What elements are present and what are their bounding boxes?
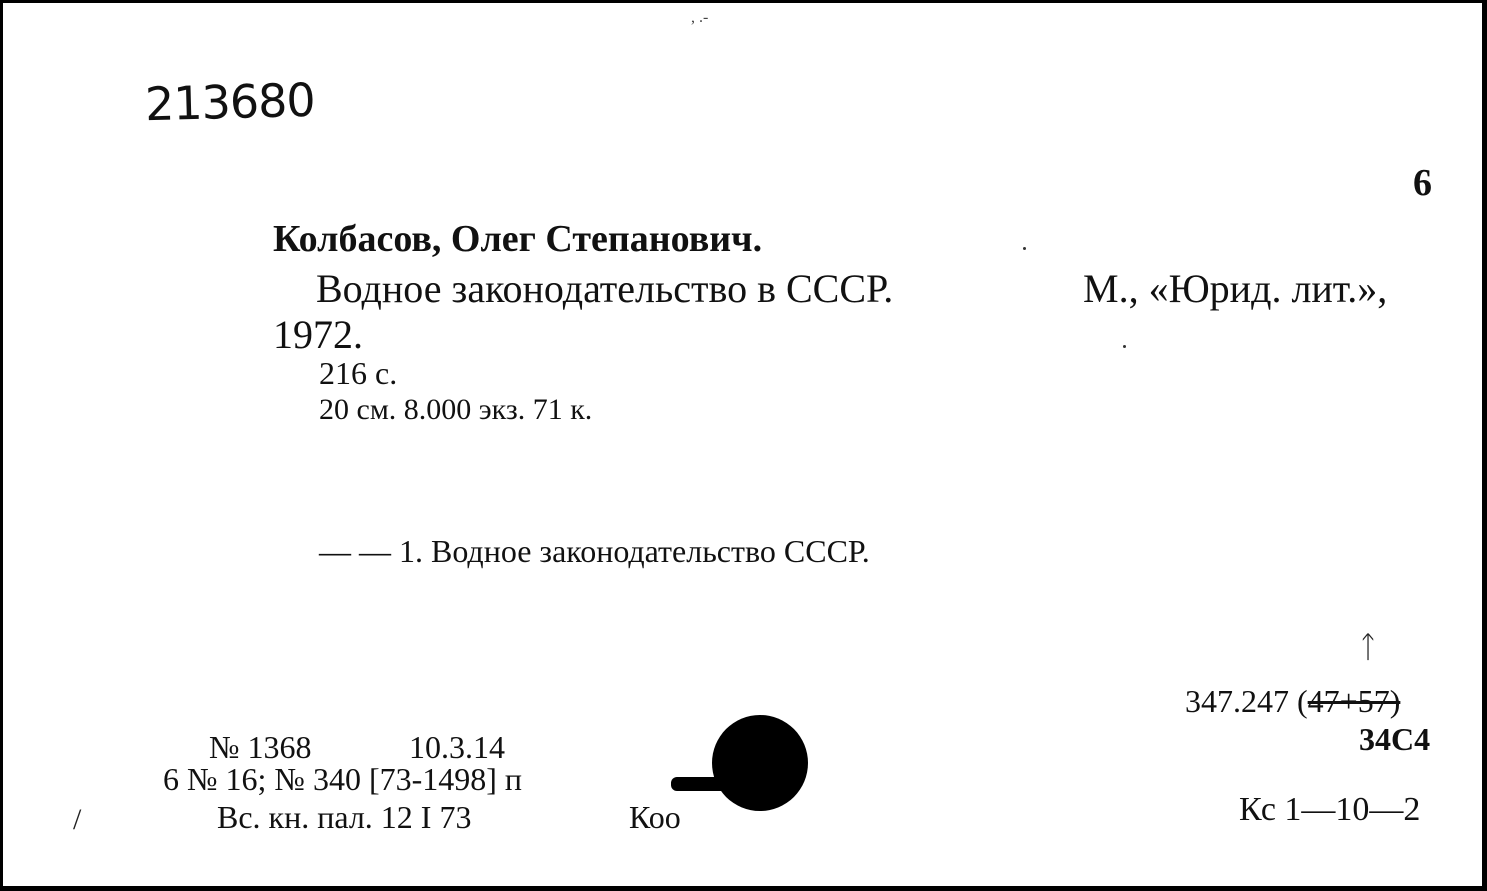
author-name: Колбасов, Олег Степанович. bbox=[273, 218, 763, 260]
inventory-number: 213680 bbox=[144, 72, 316, 132]
card-number: 6 bbox=[1413, 162, 1432, 204]
page-count: 216 с. bbox=[319, 355, 398, 391]
registration-number: № 1368 bbox=[209, 729, 312, 765]
chamber-line: Вс. кн. пал. 12 I 73 bbox=[217, 799, 472, 835]
book-title: Водное законодательство в СССР. bbox=[316, 266, 894, 311]
udc-struck: 47+57) bbox=[1307, 683, 1401, 719]
speck bbox=[1023, 247, 1026, 250]
punch-hole bbox=[712, 715, 808, 811]
registration-line-2: 6 № 16; № 340 [73-1498] п bbox=[163, 761, 523, 797]
publication-year: 1972. bbox=[273, 312, 363, 357]
registration-date: 10.3.14 bbox=[409, 729, 505, 765]
margin-mark: / bbox=[73, 803, 82, 836]
subject-heading: — — 1. Водное законодательство СССР. bbox=[319, 533, 870, 569]
publisher: М., «Юрид. лит.», bbox=[1083, 266, 1388, 311]
punch-hole-tail bbox=[671, 777, 731, 791]
bbk-index: 34С4 bbox=[1359, 721, 1431, 757]
udc-index bbox=[1185, 683, 1400, 720]
catalog-card bbox=[3, 3, 1482, 886]
speck bbox=[1123, 345, 1126, 348]
udc-main: 347.247 ( bbox=[1185, 683, 1308, 719]
cross-mark: ᛏ bbox=[1359, 631, 1377, 664]
kc-code: Кс 1—10—2 bbox=[1239, 791, 1421, 828]
format-line: 20 см. 8.000 экз. 71 к. bbox=[319, 393, 593, 426]
koo-mark: Коо bbox=[629, 799, 681, 835]
top-mark: , .- bbox=[691, 9, 709, 26]
